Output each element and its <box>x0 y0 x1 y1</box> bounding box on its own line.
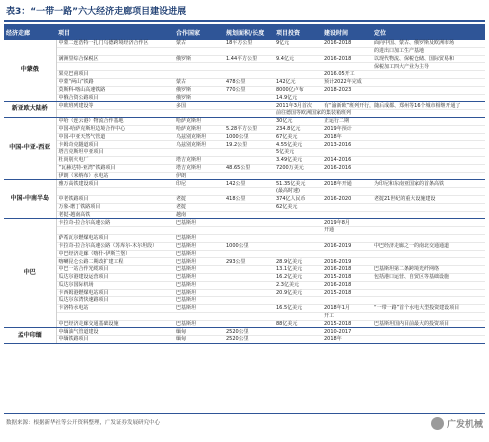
cell-project: 卡拉奇-拉合尔高速公路（苏库尔-木尔坦段） <box>56 242 174 250</box>
cell-size: 2520公里 <box>224 328 274 336</box>
cell-positioning <box>372 281 485 289</box>
table-row <box>4 40 485 47</box>
cell-size <box>224 110 274 118</box>
table-row <box>4 281 485 289</box>
cell-size <box>224 156 274 164</box>
cell-project: 中缅铁路项目 <box>56 336 174 344</box>
cell-time: 2016-2018 <box>322 281 372 289</box>
cell-country <box>174 110 224 118</box>
corridor-label: 中蒙俄 <box>4 40 56 102</box>
cell-time: 2018年1月 <box>322 305 372 313</box>
table-row <box>4 219 485 227</box>
cell-size <box>224 234 274 242</box>
cell-investment: 3.49亿美元 <box>274 156 322 164</box>
cell-country: 巴基斯坦 <box>174 242 224 250</box>
table-row <box>4 180 485 188</box>
cell-size <box>224 203 274 211</box>
table-row <box>4 55 485 63</box>
cell-investment <box>274 336 322 344</box>
cell-project: 杜尚别火电厂 <box>56 156 174 164</box>
cell-project: 中老铁路项目 <box>56 195 174 203</box>
cell-country: 蒙古 <box>174 78 224 86</box>
cell-project: 中国-哈萨克斯坦边境合作中心 <box>56 125 174 133</box>
cell-investment <box>274 242 322 250</box>
cell-project: 中欧班列建设等 <box>56 102 174 110</box>
cell-time <box>322 188 372 196</box>
cell-positioning: “一带一路”首个水电大型投资建设项目 <box>372 305 485 313</box>
cell-project: 万象-磨丁铁路项目 <box>56 203 174 211</box>
cell-positioning <box>372 297 485 305</box>
cell-positioning <box>372 125 485 133</box>
cell-project: 中俄合资公路项目 <box>56 94 174 102</box>
corridor-label: 中巴 <box>4 219 56 328</box>
cell-project <box>56 227 174 235</box>
cell-positioning <box>372 234 485 242</box>
cell-investment: 67亿美元 <box>274 133 322 141</box>
cell-country: 俄罗斯 <box>174 86 224 94</box>
cell-country: 俄罗斯 <box>174 55 224 63</box>
table-row <box>4 164 485 172</box>
cell-size: 1000公里 <box>224 133 274 141</box>
cell-positioning <box>372 211 485 219</box>
header-positioning: 定位 <box>372 24 485 40</box>
cell-investment <box>274 328 322 336</box>
cell-country <box>174 149 224 157</box>
cell-size <box>224 312 274 320</box>
cell-time <box>322 94 372 102</box>
cell-investment: 51.35亿美元 <box>274 180 322 188</box>
cell-investment: (最高时速) <box>274 188 322 196</box>
cell-time: 开工 <box>322 312 372 320</box>
cell-positioning <box>372 86 485 94</box>
cell-time: 2016-2018 <box>322 55 372 63</box>
cell-project <box>56 110 174 118</box>
table-body <box>4 40 485 344</box>
watermark <box>431 417 483 430</box>
source-note: 数据来源：根据新华社等公开资料整理，广发证券发展研究中心 <box>6 420 161 426</box>
cell-size <box>224 63 274 71</box>
title-bar <box>0 0 489 22</box>
cell-size <box>224 102 274 110</box>
cell-project <box>56 312 174 320</box>
cell-project: 卡姆奇克隧道项目 <box>56 141 174 149</box>
cell-time: 2018年开通 <box>322 180 372 188</box>
cell-country: 巴基斯坦 <box>174 305 224 313</box>
cell-investment: 8000亿卢布 <box>274 86 322 94</box>
cell-positioning: 面向中国、蒙古、俄罗斯及欧洲市场 <box>372 40 485 47</box>
cell-country <box>174 227 224 235</box>
table-row <box>4 149 485 157</box>
cell-project: 卡西姆港燃煤电站项目 <box>56 289 174 297</box>
cell-size: 418公里 <box>224 195 274 203</box>
cell-project: 中巴经济走廊（喀什-伊斯兰堡） <box>56 250 174 258</box>
wechat-logo-icon <box>431 417 444 430</box>
cell-time: 2010-2017 <box>322 328 372 336</box>
cell-investment: 234.8亿元 <box>274 125 322 133</box>
cell-country: 巴基斯坦 <box>174 219 224 227</box>
cell-size: 1.44平方公里 <box>224 55 274 63</box>
cell-project: 中哈（连云港）物流合作基地 <box>56 117 174 125</box>
table-row <box>4 242 485 250</box>
cell-country <box>174 63 224 71</box>
cell-country: 老挝 <box>174 195 224 203</box>
cell-time <box>322 149 372 157</box>
cell-size: 48.65公里 <box>224 164 274 172</box>
cell-size <box>224 149 274 157</box>
table-row <box>4 94 485 102</box>
cell-size <box>224 289 274 297</box>
cell-country: 乌兹别克斯坦 <box>174 133 224 141</box>
cell-project: 莫斯科-喀山高速铁路 <box>56 86 174 94</box>
table-row <box>4 266 485 274</box>
cell-positioning <box>372 258 485 266</box>
table-row <box>4 211 485 219</box>
cell-positioning <box>372 71 485 79</box>
cell-project: 卡洛特水电站 <box>56 305 174 313</box>
cell-size: 19.2公里 <box>224 141 274 149</box>
cell-country: 巴基斯坦 <box>174 289 224 297</box>
cell-investment: 88亿美元 <box>274 320 322 328</box>
cell-project <box>56 188 174 196</box>
cell-country: 塔吉克斯坦 <box>174 156 224 164</box>
cell-investment: 30亿元 <box>274 117 322 125</box>
cell-country: 缅甸 <box>174 336 224 344</box>
cell-size <box>224 250 274 258</box>
corridor-label: 中国-中南半岛 <box>4 180 56 219</box>
cell-country: 巴基斯坦 <box>174 234 224 242</box>
cell-country: 哈萨克斯坦 <box>174 117 224 125</box>
cell-size <box>224 227 274 235</box>
table-row <box>4 47 485 55</box>
cell-investment: 2.3亿美元 <box>274 281 322 289</box>
corridor-label: 中国-中亚-西亚 <box>4 117 56 179</box>
cell-project: 中缅油气管道建设 <box>56 328 174 336</box>
table-row <box>4 78 485 86</box>
cell-positioning <box>372 188 485 196</box>
cell-time <box>322 63 372 71</box>
cell-project: 萨希瓦尔燃煤电站项目 <box>56 234 174 242</box>
table-row <box>4 188 485 196</box>
cell-size <box>224 219 274 227</box>
table-row <box>4 297 485 305</box>
cell-positioning <box>372 172 485 180</box>
cell-positioning <box>372 94 485 102</box>
cell-positioning: 巴基斯坦国内目前最大的投资项目 <box>372 320 485 328</box>
cell-time: 开通 <box>322 227 372 235</box>
cell-project: 卡拉奇-拉合尔高速公路 <box>56 219 174 227</box>
cell-investment <box>274 172 322 180</box>
table-row <box>4 273 485 281</box>
cell-country: 印尼 <box>174 180 224 188</box>
cell-time: 2016-2019 <box>322 242 372 250</box>
cell-country: 巴基斯坦 <box>174 281 224 289</box>
cell-size <box>224 266 274 274</box>
cell-positioning <box>372 110 485 118</box>
table-row <box>4 258 485 266</box>
header-size: 规划面积/长度 <box>224 24 274 40</box>
cell-time: 预计2022年完成 <box>322 78 372 86</box>
cell-country <box>174 71 224 79</box>
cell-size <box>224 172 274 180</box>
cell-positioning: 老挝21世纪的重大设施建设 <box>372 195 485 203</box>
cell-country: 乌兹别克斯坦 <box>174 141 224 149</box>
cell-investment <box>274 227 322 235</box>
cell-time: 2018年 <box>322 133 372 141</box>
cell-size <box>224 47 274 55</box>
watermark-text: 广发机械 <box>446 420 483 430</box>
cell-investment <box>274 47 322 55</box>
cell-country <box>174 188 224 196</box>
cell-size <box>224 94 274 102</box>
cell-time: 2016-2019 <box>322 258 372 266</box>
cell-investment <box>274 312 322 320</box>
cell-project: 瓜达尔东湾快速路项目 <box>56 297 174 305</box>
cell-size <box>224 211 274 219</box>
cell-positioning: 保税加工四大产业为主导 <box>372 63 485 71</box>
cell-project: 满洲里综合保税区 <box>56 55 174 63</box>
cell-project: 中蒙“两山”铁路 <box>56 78 174 86</box>
cell-time <box>322 172 372 180</box>
cell-investment <box>274 71 322 79</box>
cell-project: 老挝-越南高铁 <box>56 211 174 219</box>
cell-country: 越南 <box>174 211 224 219</box>
cell-time: 2016.05开工 <box>322 71 372 79</box>
header-country: 合作国家 <box>174 24 224 40</box>
cell-investment: 4.55亿美元 <box>274 141 322 149</box>
cell-time: 2018年 <box>322 336 372 344</box>
cell-investment: 2011年3月首次 <box>274 102 322 110</box>
table-row <box>4 289 485 297</box>
cell-country: 伊朗 <box>174 172 224 180</box>
cell-investment: 16.5亿美元 <box>274 305 322 313</box>
cell-size: 770公里 <box>224 86 274 94</box>
cell-investment <box>274 297 322 305</box>
cell-time: 2015-2018 <box>322 289 372 297</box>
table-row <box>4 63 485 71</box>
title-divider <box>4 20 485 22</box>
cell-project: “瓦赫达特-亚湾”铁路项目 <box>56 164 174 172</box>
cell-positioning <box>372 78 485 86</box>
cell-project: 雅万高铁建设项目 <box>56 180 174 188</box>
cell-time: 2016-2018 <box>322 266 372 274</box>
cell-time <box>322 211 372 219</box>
cell-investment <box>274 211 322 219</box>
cell-time: 2016-2020 <box>322 195 372 203</box>
table-row <box>4 172 485 180</box>
cell-country: 巴基斯坦 <box>174 320 224 328</box>
cell-project: 瓜达尔国际机场 <box>56 281 174 289</box>
cell-investment: 13.1亿美元 <box>274 266 322 274</box>
cell-size <box>224 297 274 305</box>
cell-project: 伊朗（米纳布）水电站 <box>56 172 174 180</box>
cell-size <box>224 281 274 289</box>
cell-size: 1000公里 <box>224 242 274 250</box>
cell-positioning <box>372 164 485 172</box>
cell-investment: 5亿美元 <box>274 149 322 157</box>
corridor-label: 孟中印缅 <box>4 328 56 344</box>
cell-investment: 9.4亿元 <box>274 55 322 63</box>
cell-size: 5.28平方公里 <box>224 125 274 133</box>
cell-time <box>322 234 372 242</box>
cell-positioning <box>372 312 485 320</box>
cell-positioning <box>372 227 485 235</box>
cell-time: 2019年8月 <box>322 219 372 227</box>
header-investment: 项目投资 <box>274 24 322 40</box>
cell-investment: 前往德国等欧洲国家的集装箱班列 <box>276 110 352 117</box>
project-table <box>4 24 485 344</box>
cell-time <box>322 203 372 211</box>
table-row <box>4 141 485 149</box>
cell-investment <box>274 63 322 71</box>
cell-size: 2520公里 <box>224 336 274 344</box>
table-row <box>4 305 485 313</box>
cell-size <box>224 188 274 196</box>
cell-size <box>224 305 274 313</box>
cell-time: 2016-2018 <box>322 40 372 47</box>
cell-size <box>224 273 274 281</box>
cell-investment: 9亿元 <box>274 40 322 47</box>
cell-positioning: 的进出口加工生产基地 <box>372 47 485 55</box>
cell-country: 蒙古 <box>174 40 224 47</box>
cell-country: 多国 <box>174 102 224 110</box>
cell-size: 18平方公里 <box>224 40 274 47</box>
cell-time: 正运行二期 <box>322 117 372 125</box>
cell-country: 缅甸 <box>174 328 224 336</box>
cell-project: 中巴经济走廊交通基础设施 <box>56 320 174 328</box>
header-corridor: 经济走廊 <box>4 24 56 40</box>
cell-country: 老挝 <box>174 203 224 211</box>
cell-country: 巴基斯坦 <box>174 297 224 305</box>
cell-country <box>174 47 224 55</box>
cell-project: 果克巴甫项目 <box>56 71 174 79</box>
cell-time: 2016-2016 <box>322 164 372 172</box>
cell-time <box>322 47 372 55</box>
cell-investment: 16.2亿美元 <box>274 273 322 281</box>
table-row <box>4 312 485 320</box>
table-row <box>4 110 485 118</box>
cell-positioning <box>372 336 485 344</box>
cell-positioning <box>372 203 485 211</box>
cell-investment: 142亿元 <box>274 78 322 86</box>
cell-investment: 14.9亿元 <box>274 94 322 102</box>
table-row <box>4 203 485 211</box>
cell-project <box>56 47 174 55</box>
table-title: 表3：“一带一路”六大经济走廊项目建设进展 <box>6 7 187 17</box>
cell-project: 中国-中亚天然气管道 <box>56 133 174 141</box>
cell-positioning <box>372 289 485 297</box>
table-row <box>4 336 485 344</box>
table-row <box>4 156 485 164</box>
cell-positioning <box>372 219 485 227</box>
cell-project: 中蒙二连浩特一扎门乌德跨境经济合作区 <box>56 40 174 47</box>
table-row <box>4 195 485 203</box>
cell-positioning <box>372 117 485 125</box>
cell-investment <box>274 250 322 258</box>
cell-country: 巴基斯坦 <box>174 250 224 258</box>
cell-time: 2019年预计 <box>322 125 372 133</box>
footer-divider <box>4 413 485 414</box>
header-time: 建设时间 <box>322 24 372 40</box>
cell-size <box>224 320 274 328</box>
corridor-label: 新亚欧大陆桥 <box>4 102 56 118</box>
cell-positioning <box>372 141 485 149</box>
cell-positioning: 中巴经济走廊之一的南北交通通道 <box>372 242 485 250</box>
cell-country: 巴基斯坦 <box>174 258 224 266</box>
cell-investment: 374亿人民币 <box>274 195 322 203</box>
cell-time: 2015-2018 <box>322 320 372 328</box>
cell-country: 巴基斯坦 <box>174 266 224 274</box>
table-row <box>4 250 485 258</box>
cell-country: 塔吉克斯坦 <box>174 164 224 172</box>
cell-country <box>174 312 224 320</box>
cell-positioning: 为印尼和东南亚国家的首条高铁 <box>372 180 485 188</box>
cell-time: 2018-2023 <box>322 86 372 94</box>
cell-positioning: 巴基斯坦第二条跨境光纤网络 <box>372 266 485 274</box>
cell-size: 478公里 <box>224 78 274 86</box>
table-row <box>4 86 485 94</box>
table-row <box>4 227 485 235</box>
table-row <box>4 125 485 133</box>
cell-country: 哈萨克斯坦 <box>174 125 224 133</box>
cell-country: 巴基斯坦 <box>174 273 224 281</box>
cell-project: 喀喇昆仑公路二期改扩建工程 <box>56 258 174 266</box>
cell-project: 中巴一站合作光缆项目 <box>56 266 174 274</box>
table-row <box>4 320 485 328</box>
cell-positioning <box>372 250 485 258</box>
cell-investment: 62亿美元 <box>274 203 322 211</box>
cell-size: 142公里 <box>224 180 274 188</box>
cell-investment: 20.9亿美元 <box>274 289 322 297</box>
cell-time <box>322 297 372 305</box>
cell-investment <box>274 234 322 242</box>
cell-project: 瓜达尔港建设运营项目 <box>56 273 174 281</box>
cell-positioning <box>372 328 485 336</box>
table-row <box>4 71 485 79</box>
cell-time <box>322 250 372 258</box>
cell-positioning: 包括港口运营、自贸区等基础设施 <box>372 273 485 281</box>
cell-investment: 7200万美元 <box>274 164 322 172</box>
cell-project <box>56 63 174 71</box>
cell-project: 塔吉克斯坦中亚项目 <box>56 149 174 157</box>
table-row <box>4 117 485 125</box>
table-row <box>4 102 485 110</box>
cell-time: 2014-2016 <box>322 156 372 164</box>
cell-investment <box>274 219 322 227</box>
table-row <box>4 133 485 141</box>
cell-time: 2013-2016 <box>322 141 372 149</box>
header-row <box>4 24 485 40</box>
table-row <box>4 234 485 242</box>
cell-time: 2015-2018 <box>322 273 372 281</box>
cell-investment: 28.9亿美元 <box>274 258 322 266</box>
cell-size <box>224 117 274 125</box>
cell-country: 俄罗斯 <box>174 94 224 102</box>
cell-size: 293公里 <box>224 258 274 266</box>
cell-time: 有“渝新欧”班列开行，随后成都、郑州等16个城市相继开通了 <box>324 102 461 109</box>
cell-size <box>224 71 274 79</box>
table-row <box>4 328 485 336</box>
cell-positioning <box>372 156 485 164</box>
cell-positioning <box>372 133 485 141</box>
cell-positioning: 以现代物流、保税仓储、国际贸易和 <box>372 55 485 63</box>
header-project: 项目 <box>56 24 174 40</box>
cell-positioning <box>372 149 485 157</box>
